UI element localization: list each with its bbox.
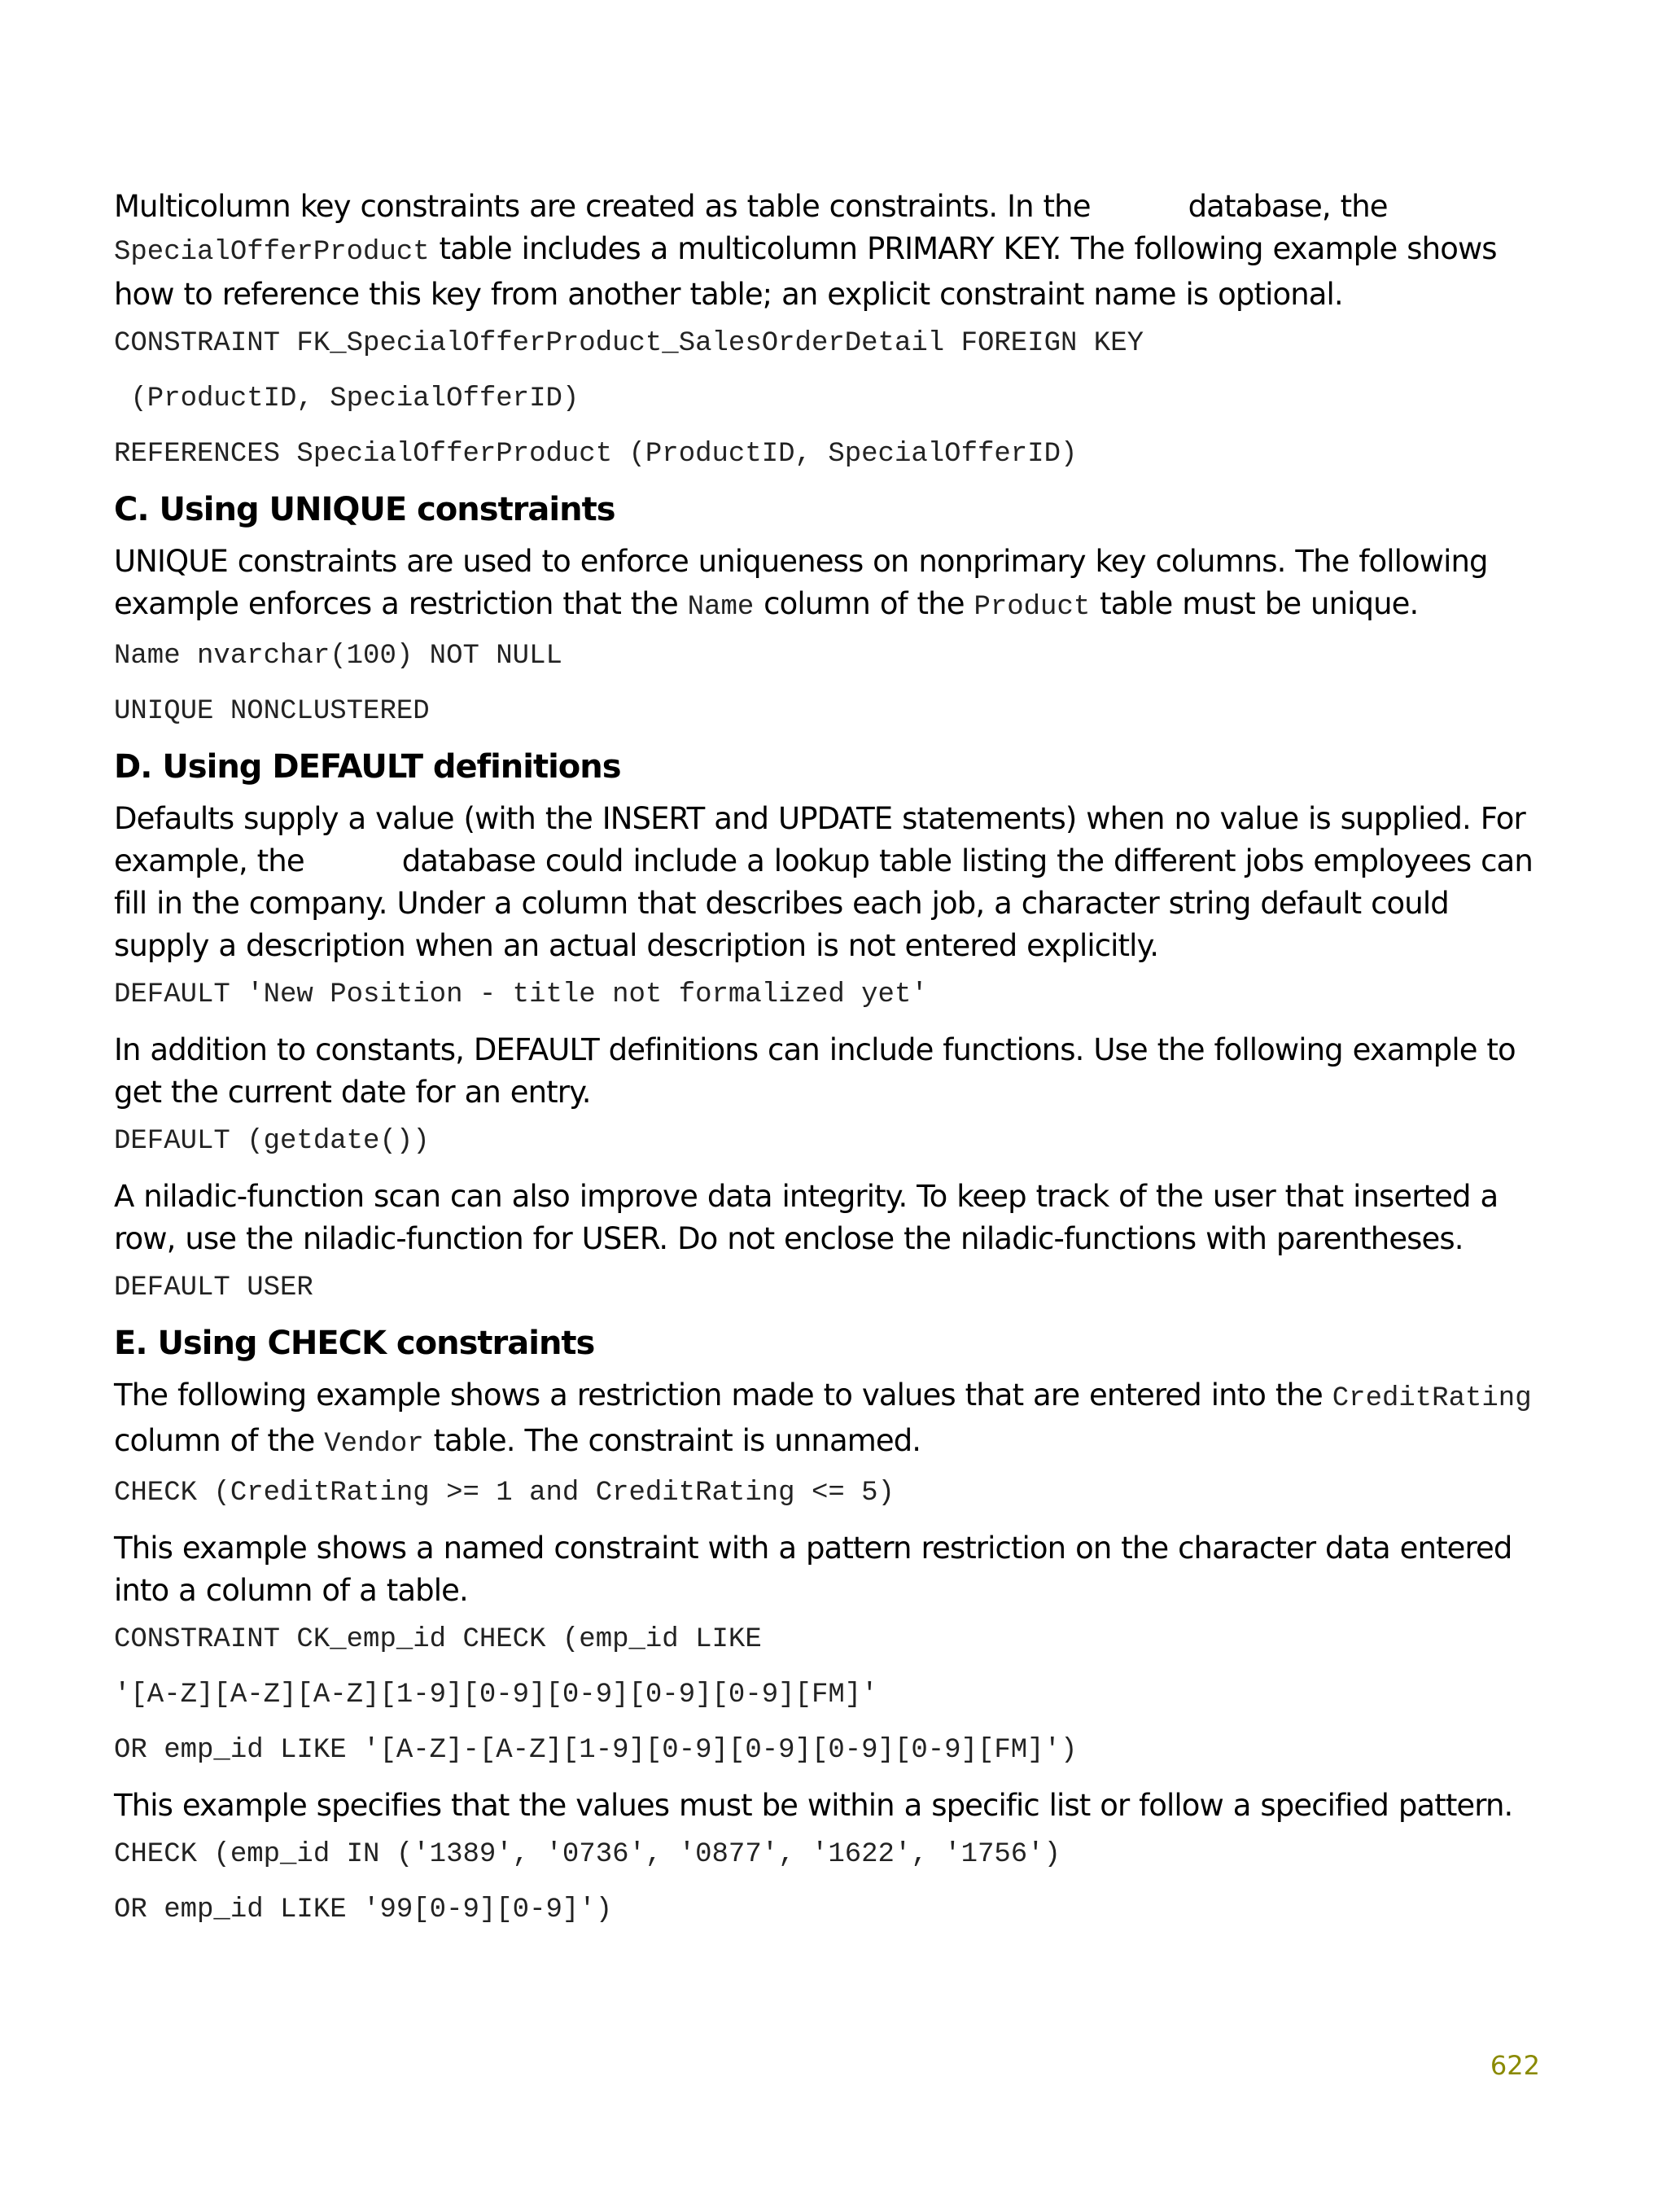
text: table. The constraint is unnamed. — [423, 1423, 921, 1458]
code-line: DEFAULT (getdate()) — [114, 1126, 430, 1157]
page-number: 622 — [1490, 2050, 1540, 2081]
inline-code-vendor: Vendor — [324, 1429, 424, 1460]
code-line: REFERENCES SpecialOfferProduct (ProductID, SpecialOfferID) — [114, 439, 1078, 470]
intro-text-1: Multicolumn key constraints are created as table constraints. In the — [114, 189, 1091, 224]
text: Defaults supply a value (with the INSERT and UPDATE statements) when no value is supplied. For example, the — [114, 801, 1525, 878]
section-c-paragraph — [114, 541, 1547, 629]
code-line: DEFAULT USER — [114, 1272, 313, 1303]
section-heading-c: C. Using UNIQUE constraints — [114, 491, 615, 528]
section-heading-d: D. Using DEFAULT definitions — [114, 748, 621, 786]
section-heading-e: E. Using CHECK constraints — [114, 1325, 595, 1362]
code-line: CHECK (emp_id IN ('1389', '0736', '0877', '1622', '1756') — [114, 1839, 1061, 1870]
inline-code-product: Product — [974, 592, 1091, 623]
code-line: (ProductID, SpecialOfferID) — [114, 383, 580, 414]
inline-code-specialofferproduct: SpecialOfferProduct — [114, 237, 430, 268]
text: column of the — [114, 1423, 325, 1458]
text: UNIQUE constraints are used to enforce uniqueness on nonprimary key columns. The following example enforces a restriction that the — [114, 544, 1488, 621]
inline-code-creditrating: CreditRating — [1332, 1383, 1532, 1414]
text: The following example shows a restriction made to values that are entered into the — [114, 1378, 1332, 1413]
code-line: Name nvarchar(100) NOT NULL — [114, 641, 562, 672]
code-line: OR emp_id LIKE '[A-Z]-[A-Z][1-9][0-9][0-9][0-9][0-9][FM]') — [114, 1735, 1078, 1766]
intro-text-2: database, the — [1188, 189, 1388, 224]
section-e-paragraph-2: This example shows a named constraint with a pattern restriction on the character data entered into a column of a table. — [114, 1531, 1512, 1608]
section-d-paragraph-1 — [114, 798, 1547, 967]
text: table must be unique. — [1090, 586, 1419, 621]
code-line: UNIQUE NONCLUSTERED — [114, 696, 430, 727]
intro-paragraph — [114, 186, 1547, 316]
document-page — [114, 186, 1547, 1949]
section-d-paragraph-2: In addition to constants, DEFAULT definitions can include functions. Use the following example to get the current date for an entry. — [114, 1032, 1516, 1110]
intro-text-3: table includes a multicolumn PRIMARY KEY. The following example shows how to reference this key from another table; an explicit constraint name is optional. — [114, 231, 1497, 312]
code-line: CHECK (CreditRating >= 1 and CreditRating <= 5) — [114, 1478, 895, 1509]
code-line: '[A-Z][A-Z][A-Z][1-9][0-9][0-9][0-9][0-9][FM]' — [114, 1680, 878, 1710]
code-line: OR emp_id LIKE '99[0-9][0-9]') — [114, 1894, 613, 1925]
section-d-paragraph-3: A niladic-function scan can also improve data integrity. To keep track of the user that inserted a row, use the niladic-function for USER. Do not enclose the niladic-functions with parentheses. — [114, 1179, 1499, 1256]
text: database could include a lookup table listing the different jobs employees can fill in the company. Under a column that describes each job, a character string default could supply a description when an actual description is not entered explicitly. — [114, 843, 1533, 963]
code-line: CONSTRAINT FK_SpecialOfferProduct_SalesOrderDetail FOREIGN KEY — [114, 328, 1144, 359]
section-e-paragraph-3: This example specifies that the values must be within a specific list or follow a specified pattern. — [114, 1788, 1513, 1823]
inline-code-name: Name — [687, 592, 755, 623]
code-line: CONSTRAINT CK_emp_id CHECK (emp_id LIKE — [114, 1624, 762, 1655]
section-e-paragraph-1 — [114, 1374, 1547, 1465]
code-line: DEFAULT 'New Position - title not formalized yet' — [114, 979, 928, 1010]
text: column of the — [754, 586, 974, 621]
